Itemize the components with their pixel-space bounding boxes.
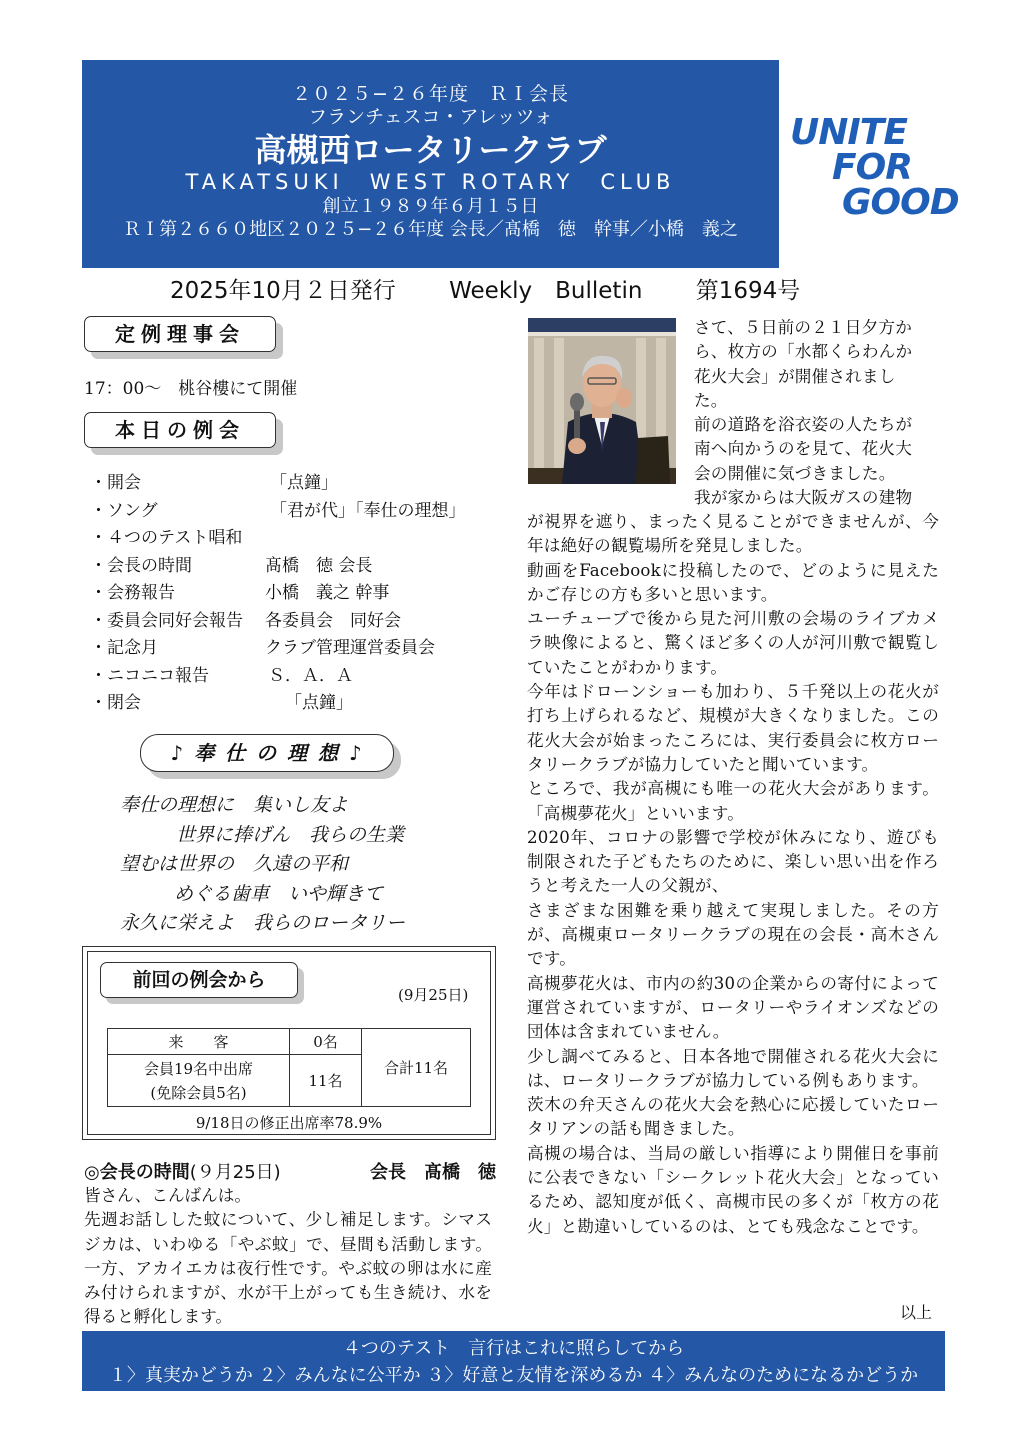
president-time-body: 皆さん、こんばんは。 先週お話しした蚊について、少し補足します。シマスジカは、いわゆる「やぶ蚊」で、昼間も活動します。一方、アカイエカは夜行性です。やぶ蚊の卵は水に産み付けられますが、水が干上がっても生き続け、水を得ると孵化します。 (84, 1186, 492, 1327)
founded-date: 創立１９８９年６月１５日 (322, 196, 539, 217)
ri-president-line: フランチェスコ・アレッツォ (308, 106, 553, 128)
president-time-heading: ◎会長の時間(９月25日) 会長 髙橋 徳 (84, 1158, 496, 1184)
list-item: ・委員会同好会報告 各委員会 同好会 (90, 610, 401, 631)
board-meeting-text: 17：00〜 桃谷樓にて開催 (84, 379, 298, 399)
president-message-intro: さて、５日前の２１日夕方か ら、枚方の「水都くらわんか 花火大会」が開催されまし た。 前の道路を浴衣姿の人たちが 南へ向かうのを見て、花火大 会の開催に気づきました。 我が家からは大阪ガスの建物 (694, 318, 913, 508)
issue-title: Weekly Bulletin (449, 278, 643, 304)
members-value: 11名 (290, 1055, 362, 1107)
guests-label: 来 客 (108, 1029, 290, 1055)
attendance-total: 合計11名 (362, 1029, 471, 1107)
president-speaking-photo (528, 318, 676, 484)
list-item: ・会務報告 小橋 義之 幹事 (90, 583, 390, 603)
photo-illustration (528, 318, 676, 484)
list-item: ・記念月 クラブ管理運営委員会 (90, 638, 435, 658)
issue-line (170, 272, 800, 305)
ideal-line-1: 奉仕の理想に 集いし友よ (120, 794, 349, 816)
list-item: ・会長の時間 髙橋 徳 会長 (90, 555, 373, 576)
header-banner (82, 60, 779, 268)
list-item: ・閉会 「点鐘」 (90, 693, 353, 713)
officers-line: ＲＩ第２６６０地区２０２５−２６年度 会長／髙橋 徳 幹事／小橋 義之 (123, 219, 738, 240)
board-meeting-tag: 定例理事会 (84, 316, 276, 352)
ideal-line-3: 望むは世界の 久遠の平和 (120, 853, 349, 875)
ideal-of-service-tag: ♪ 奉 仕 の 理 想 ♪ (140, 734, 394, 772)
list-item: ・ソング 「君が代」「奉仕の理想」 (90, 500, 466, 521)
list-item: ・ニコニコ報告 Ｓ．Ａ．Ａ (90, 665, 353, 686)
previous-meeting-tag: 前回の例会から (100, 962, 298, 998)
issue-number: 第1694号 (695, 278, 801, 304)
closing-text: 以上 (900, 1303, 933, 1322)
four-way-test-title: ４つのテスト 言行はこれに照らしてから (342, 1338, 685, 1359)
ideal-line-5: 永久に栄えよ 我らのロータリー (120, 912, 406, 934)
club-name: 高槻西ロータリークラブ (254, 131, 607, 169)
previous-meeting-date: (9月25日) (398, 986, 469, 1004)
list-item: ・４つのテスト唱和 (90, 528, 243, 548)
list-item: ・開会 「点鐘」 (90, 473, 338, 493)
unite-for-good-logo: UNITE FOR GOOD (790, 112, 959, 223)
attendance-table (107, 1028, 471, 1107)
president-message-body: が視界を遮り、まったく見ることができませんが、今年は絶好の観覧場所を発見しました。 動画をFacebookに投稿したので、どのように見えたかご存じの方も多いと思います。 ユーチューブで後から見た河川敷の会場のライブカメラ映像によると、驚くほど多くの人が河川敷で観覧していたことがわかります。 今年はドローンショーも加わり、５千発以上の花火が打ち上げられるなど、規模が大きくなりました。この花火大会が始まったころには、実行委員会に枚方ロータリークラブが協力していたと聞いています。 ところで、我が高槻にも唯一の花火大会があります。「高槻夢花火」といいます。 2020年、コロナの影響で学校が休みになり、遊びも制限された子どもたちのために、楽しい思い出を作ろうと考えた一人の父親が、 さまざまな困難を乗り越えて実現しました。その方が、高槻東ロータリークラブの現在の会長・高木さんです。 高槻夢花火は、市内の約30の企業からの寄付によって運営されていますが、ロータリーやライオンズなどの団体は含まれていません。 少し調べてみると、日本各地で開催される花火大会には、ロータリークラブが協力している例もあります。 茨木の弁天さんの花火大会を熱心に応援していたロータリアンの話も聞きました。 高槻の場合は、当局の厳しい指導により開催日を事前に公表できない「シークレット花火大会」となっているため、認知度が低く、高槻市民の多くが「枚方の花火」と勘違いしているのは、とても残念なことです。 (527, 512, 939, 1236)
four-way-test-footer (82, 1331, 945, 1391)
guests-value: 0名 (290, 1029, 362, 1055)
issue-date: 2025年10月２日発行 (170, 278, 396, 304)
ideal-line-4: めぐる歯車 いや輝きて (174, 883, 384, 905)
correction-rate: 9/18日の修正出席率78.9% (195, 1114, 383, 1132)
members-cell: 会員19名中出席 (免除会員5名) (108, 1055, 290, 1107)
today-meeting-tag: 本日の例会 (84, 412, 276, 448)
four-way-test-items: １〉真実かどうか ２〉みんなに公平か ３〉好意と友情を深めるか ４〉みんなのためになるかどうか (108, 1365, 919, 1386)
program-list (90, 470, 466, 718)
club-name-en: TAKATSUKI WEST ROTARY CLUB (185, 170, 676, 194)
ideal-line-2: 世界に捧げん 我らの生業 (176, 824, 405, 846)
president-name: 会長 髙橋 徳 (370, 1162, 496, 1183)
ri-year-line: ２０２５−２６年度 ＲＩ会長 (292, 83, 569, 105)
